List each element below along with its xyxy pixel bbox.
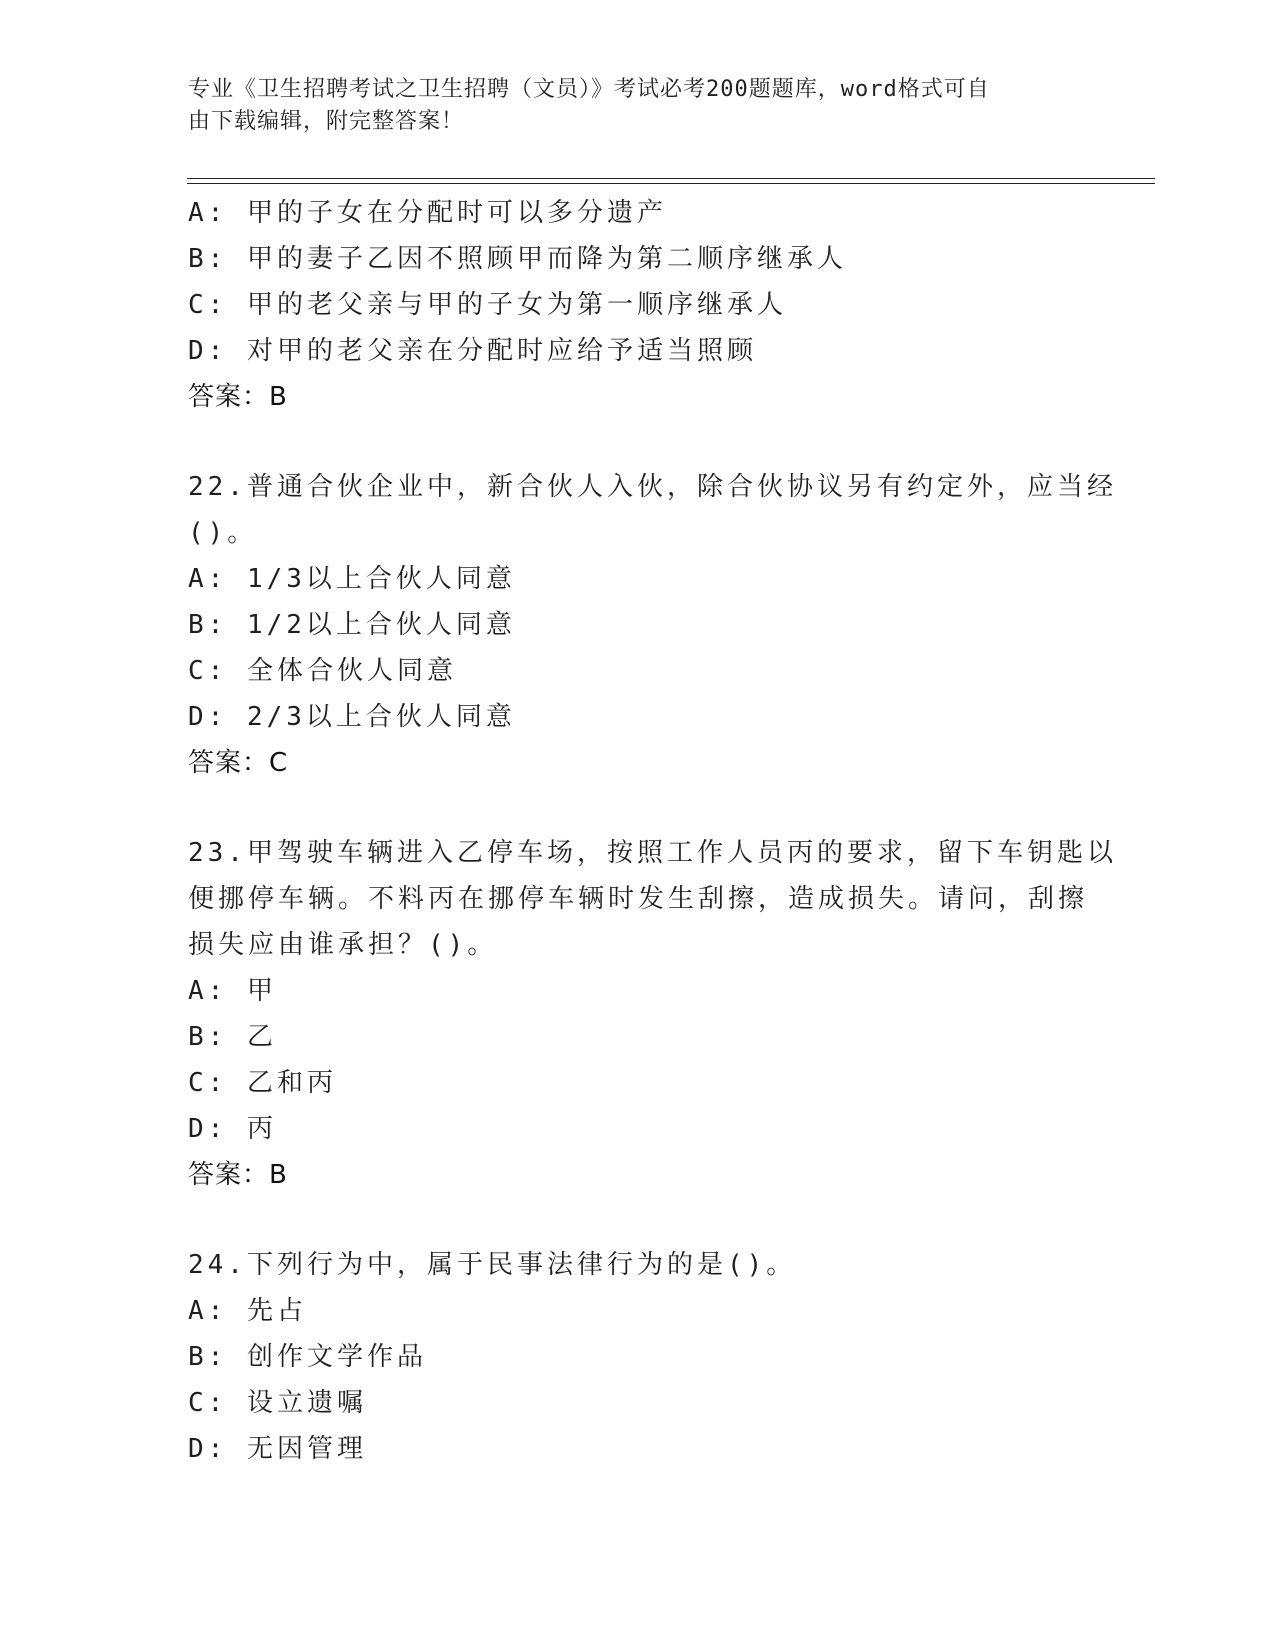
answer-label: 答案：B bbox=[188, 382, 288, 412]
option-b: B: 甲的妻子乙因不照顾甲而降为第二顺序继承人 bbox=[188, 244, 847, 274]
option-a: A: 1/3以上合伙人同意 bbox=[188, 564, 516, 594]
question-text-line: 23.甲驾驶车辆进入乙停车场，按照工作人员丙的要求，留下车钥匙以 bbox=[188, 838, 1117, 868]
question-text-line: ()。 bbox=[188, 518, 258, 548]
option-c: C: 乙和丙 bbox=[188, 1068, 337, 1098]
answer-label: 答案：B bbox=[188, 1160, 288, 1190]
option-b: B: 创作文学作品 bbox=[188, 1342, 427, 1372]
option-a: A: 甲的子女在分配时可以多分遗产 bbox=[188, 198, 667, 228]
header-divider-top bbox=[187, 178, 1155, 179]
question-text-line: 24.下列行为中，属于民事法律行为的是()。 bbox=[188, 1250, 797, 1280]
question-list bbox=[188, 190, 1117, 1472]
option-d: D: 对甲的老父亲在分配时应给予适当照顾 bbox=[188, 336, 757, 366]
header-line-1: 专业《卫生招聘考试之卫生招聘（文员）》考试必考200题题库，word格式可自 bbox=[188, 77, 990, 102]
option-c: C: 设立遗嘱 bbox=[188, 1388, 367, 1418]
header-divider-bottom bbox=[187, 183, 1155, 184]
question-23 bbox=[188, 830, 1117, 1198]
option-b: B: 1/2以上合伙人同意 bbox=[188, 610, 516, 640]
header-line-2: 由下载编辑，附完整答案！ bbox=[188, 109, 465, 134]
question-22 bbox=[188, 464, 1117, 786]
spacer bbox=[188, 786, 1088, 830]
option-d: D: 无因管理 bbox=[188, 1434, 367, 1464]
question-24 bbox=[188, 1242, 1088, 1472]
question-text-line: 便挪停车辆。不料丙在挪停车辆时发生刮擦，造成损失。请问，刮擦 bbox=[188, 884, 1089, 914]
question-text-line: 损失应由谁承担？()。 bbox=[188, 930, 498, 960]
option-a: A: 先占 bbox=[188, 1296, 307, 1326]
option-d: D: 2/3以上合伙人同意 bbox=[188, 702, 516, 732]
spacer bbox=[188, 420, 1088, 464]
document-header bbox=[188, 74, 1068, 138]
spacer bbox=[188, 1198, 1088, 1242]
option-c: C: 全体合伙人同意 bbox=[188, 656, 457, 686]
option-d: D: 丙 bbox=[188, 1114, 277, 1144]
option-b: B: 乙 bbox=[188, 1022, 277, 1052]
question-text-line: 22.普通合伙企业中，新合伙人入伙，除合伙协议另有约定外，应当经 bbox=[188, 472, 1117, 502]
option-a: A: 甲 bbox=[188, 976, 277, 1006]
answer-label: 答案：C bbox=[188, 748, 289, 778]
option-c: C: 甲的老父亲与甲的子女为第一顺序继承人 bbox=[188, 290, 787, 320]
question-21 bbox=[188, 190, 1088, 420]
